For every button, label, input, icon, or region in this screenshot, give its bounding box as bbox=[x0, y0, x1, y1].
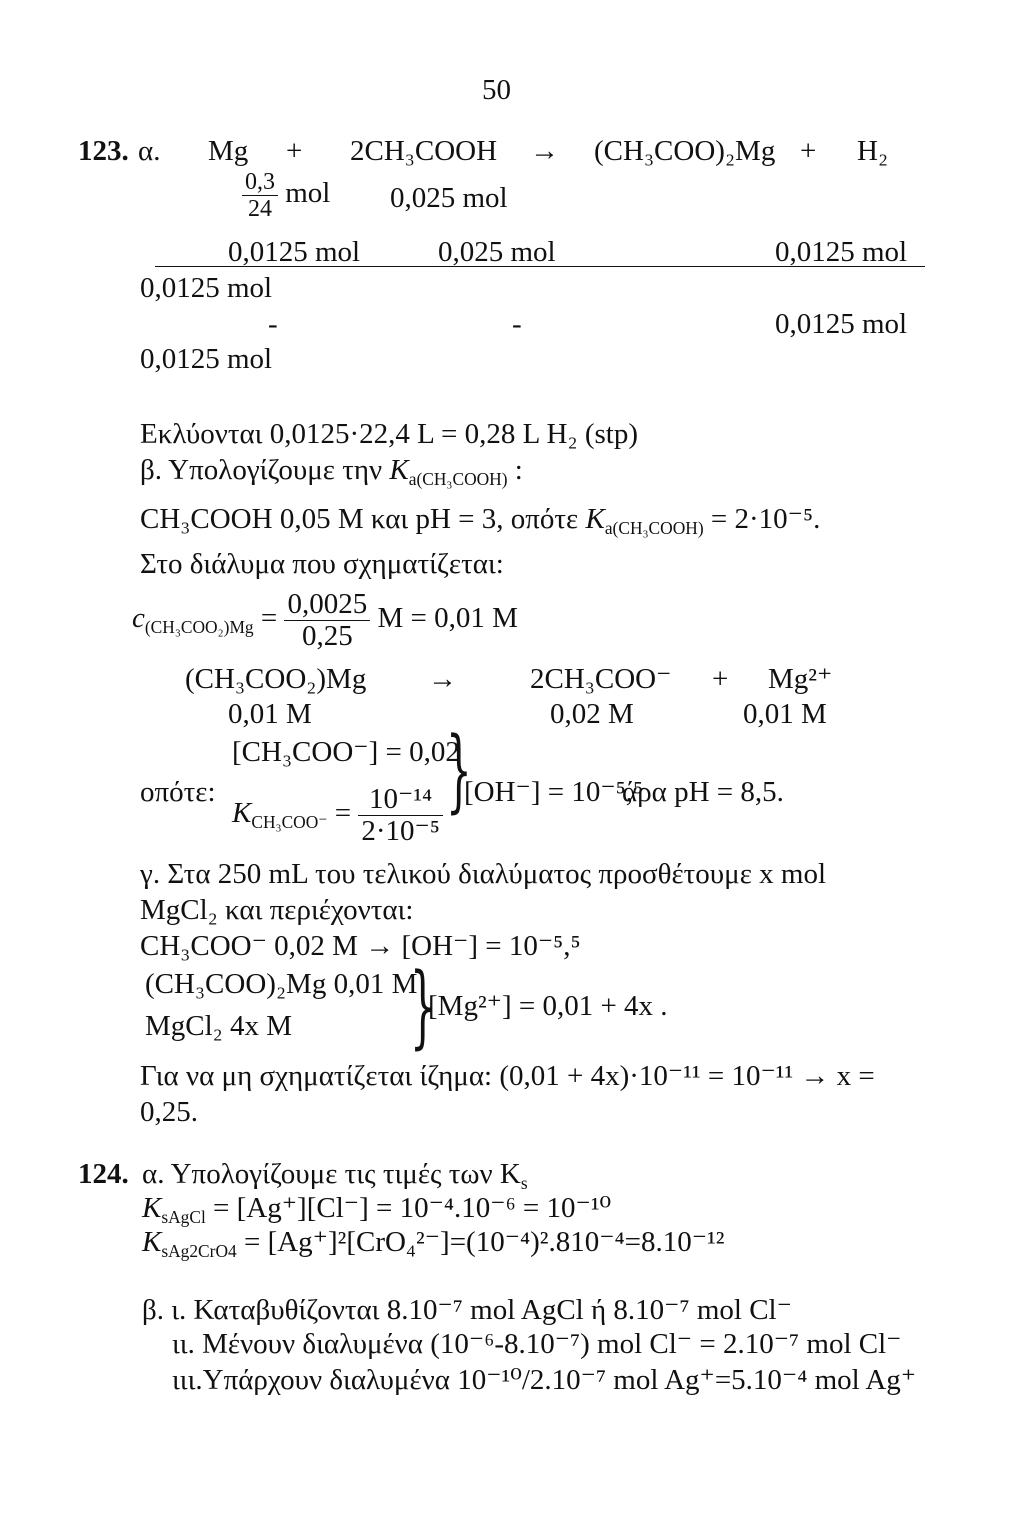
kb-fraction-den: 2·10⁻⁵ bbox=[361, 815, 440, 847]
plus-sign: + bbox=[286, 135, 303, 167]
ka-symbol: K bbox=[389, 454, 409, 486]
mg-fraction-num: 0,3 bbox=[242, 170, 278, 196]
page-number: 50 bbox=[482, 74, 511, 106]
precip-line1: Για να μη σχηματίζεται ίζημα: (0,01 + 4x)·10⁻¹¹ = 10⁻¹¹ → x = bbox=[140, 1060, 875, 1092]
diss-product-acetate: 2CH₃COO⁻ bbox=[530, 663, 672, 695]
c-result: M = 0,01 M bbox=[377, 602, 518, 635]
right-brace: } bbox=[446, 718, 472, 823]
ksp-agcl-value: = [Ag⁺][Cl⁻] = 10⁻⁴.10⁻⁶ = 10⁻¹⁰ bbox=[213, 1192, 612, 1224]
kb-fraction bbox=[358, 785, 443, 846]
right-brace: } bbox=[410, 954, 436, 1059]
react-mg: 0,0125 mol bbox=[228, 236, 361, 268]
part-c-line3: CH₃COO⁻ 0,02 M → [OH⁻] = 10⁻⁵,⁵ bbox=[140, 930, 581, 962]
p124-part-a bbox=[142, 1158, 528, 1194]
ka-subscript: a(CH₃COOH) bbox=[604, 518, 704, 539]
plus-sign: + bbox=[800, 135, 817, 167]
p124-part-a-text: α. Υπολογίζουμε τις τιμές των K bbox=[142, 1158, 521, 1190]
oh-result: [OH⁻] = 10⁻⁵,⁵ bbox=[464, 776, 644, 808]
part-a-label: α. bbox=[138, 135, 161, 167]
p124-b-i: β. ι. Καταβυθίζονται 8.10⁻⁷ mol AgCl ή 8.10⁻⁷ mol Cl⁻ bbox=[142, 1294, 792, 1326]
react-h2: 0,0125 mol bbox=[775, 236, 908, 268]
opote-label: οπότε: bbox=[140, 776, 216, 808]
kb-symbol: K bbox=[232, 797, 252, 830]
part-b-line: β. Υπολογίζουμε την $K_{a(CH_3COOH)}$ : bbox=[140, 454, 523, 490]
mg-fraction bbox=[242, 170, 278, 221]
plus-sign: + bbox=[712, 663, 729, 695]
initial-mg-moles bbox=[242, 170, 330, 221]
c-fraction-den: 0,25 bbox=[301, 620, 353, 652]
mol-unit: mol bbox=[285, 177, 331, 210]
ka-value: = 2·10⁻⁵. bbox=[710, 503, 821, 535]
diss-reactant: (CH₃COO₂)Mg bbox=[185, 663, 367, 695]
part-c-line1: γ. Στα 250 mL του τελικού διαλύματος προσθέτουμε x mol bbox=[140, 858, 827, 890]
kb-subscript: CH₃COO⁻ bbox=[251, 812, 328, 833]
problem-123-label: 123. bbox=[78, 135, 129, 167]
c-fraction bbox=[284, 590, 370, 651]
final-h2: 0,0125 mol bbox=[775, 308, 908, 340]
ksp-agcl-subscript: sAgCl bbox=[161, 1207, 206, 1228]
ksp-ag2cro4-subscript: sAg2CrO4 bbox=[161, 1241, 237, 1262]
final-salt: 0,0125 mol bbox=[140, 343, 273, 375]
acetate-concentration: [CH₃COO⁻] = 0,02 bbox=[232, 736, 460, 768]
problem-124-label: 124. bbox=[78, 1158, 129, 1190]
c-symbol: c bbox=[132, 602, 145, 635]
ka-subscript: a(CH₃COOH) bbox=[408, 469, 508, 490]
mg-total: [Mg²⁺] = 0,01 + 4x . bbox=[428, 990, 668, 1022]
diss-arrow: → bbox=[428, 663, 457, 695]
ks-subscript: s bbox=[520, 1173, 528, 1194]
ka-symbol: K bbox=[585, 503, 605, 535]
ka-line-text: CH₃COOH 0,05 M και pH = 3, οπότε bbox=[140, 503, 579, 535]
precip-line2: 0,25. bbox=[140, 1096, 198, 1128]
ksp-ag2cro4-value: = [Ag⁺]²[CrO₄²⁻]=(10⁻⁴)².810⁻⁴=8.10⁻¹² bbox=[243, 1226, 725, 1258]
diss-product-mg: Mg²⁺ bbox=[768, 663, 833, 695]
final-acid: - bbox=[512, 308, 522, 340]
mgcl2-conc-line: MgCl₂ 4x M bbox=[145, 1010, 293, 1042]
ksp-symbol: K bbox=[142, 1226, 162, 1258]
final-mg: - bbox=[268, 308, 278, 340]
ksp-ag2cro4-line bbox=[142, 1226, 725, 1262]
ksp-agcl-line bbox=[142, 1192, 612, 1228]
mg-fraction-den: 24 bbox=[248, 196, 272, 222]
reaction-arrow: → bbox=[530, 135, 559, 167]
diss-conc-acetate: 0,02 M bbox=[550, 698, 634, 730]
c-subscript: (CH₃COO₂)Mg bbox=[144, 617, 254, 638]
ksp-symbol: K bbox=[142, 1192, 162, 1224]
react-acid: 0,025 mol bbox=[438, 236, 556, 268]
diss-conc-mg: 0,01 M bbox=[743, 698, 827, 730]
reactant-acid: 2CH₃COOH bbox=[350, 135, 498, 167]
ph-result: άρα pH = 8,5. bbox=[622, 776, 784, 808]
reactant-mg: Mg bbox=[208, 135, 249, 167]
p124-b-iii: ιιι.Υπάρχουν διαλυμένα 10⁻¹⁰/2.10⁻⁷ mol Ag⁺=5.10⁻⁴ mol Ag⁺ bbox=[172, 1364, 917, 1396]
product-h2: H₂ bbox=[857, 135, 889, 167]
product-salt: (CH₃COO)₂Mg bbox=[594, 135, 776, 167]
kb-fraction-num: 10⁻¹⁴ bbox=[358, 785, 443, 816]
solution-intro: Στο διάλυμα που σχηματίζεται: bbox=[140, 548, 504, 580]
part-b-intro: β. Υπολογίζουμε την bbox=[140, 454, 383, 486]
salt-conc-line: (CH₃COO)₂Mg 0,01 M bbox=[145, 968, 418, 1000]
released-h2-text: Εκλύονται 0,0125·22,4 L = 0,28 L H₂ (stp) bbox=[140, 418, 638, 450]
kb-expression: $K_{CH_3COO^-}$ = $\frac{\text{10⁻¹⁴}}{\text{2·10⁻⁵}}$ bbox=[232, 785, 443, 846]
diss-conc-salt: 0,01 M bbox=[228, 698, 312, 730]
initial-acid-moles: 0,025 mol bbox=[390, 182, 508, 214]
react-salt: 0,0125 mol bbox=[140, 272, 273, 304]
part-c-line2: MgCl₂ και περιέχονται: bbox=[140, 894, 414, 926]
table-underline bbox=[155, 266, 925, 267]
ka-line bbox=[140, 503, 821, 539]
c-fraction-num: 0,0025 bbox=[284, 590, 370, 621]
salt-concentration: $c_{(CH_3COO_2)Mg}$ = $\frac{0,0025}{0,25}$ M = 0,01 M bbox=[132, 588, 518, 652]
p124-b-ii: ιι. Μένουν διαλυμένα (10⁻⁶-8.10⁻⁷) mol Cl⁻ = 2.10⁻⁷ mol Cl⁻ bbox=[172, 1328, 902, 1360]
